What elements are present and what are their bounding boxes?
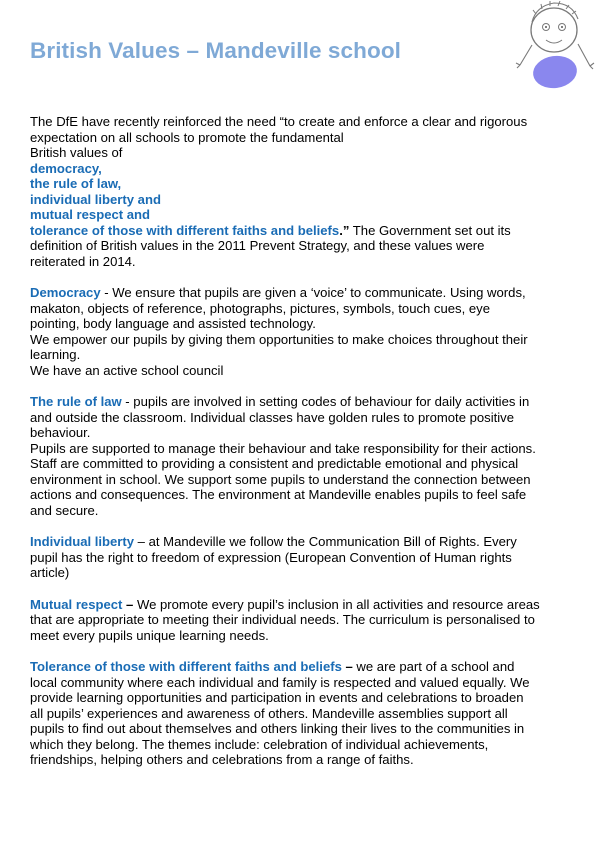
intro-paragraph — [30, 114, 540, 269]
mutual-respect-heading: Mutual respect — [30, 596, 123, 612]
democracy-text: - We ensure that pupils are given a ‘voice’ to communicate. Using words, makaton, objects of reference, photographs, pictures, symbols, touch cues, eye pointing, body language and assisted technology. — [30, 285, 526, 331]
rule-of-law-support: Pupils are supported to manage their behaviour and take responsibility for their actions. Staff are committed to providing a consistent and predictable emotional and physical environment in school. We support some pupils to understand the connection between actions and consequences. The environment at Mandeville enables pupils to feel safe and secure. — [30, 440, 536, 518]
individual-liberty-section — [30, 534, 540, 581]
democracy-section — [30, 285, 540, 332]
democracy-heading: Democracy — [30, 285, 101, 300]
tolerance-heading: Tolerance of those with different faiths and beliefs — [30, 659, 342, 674]
democracy-council: We have an active school council — [30, 362, 224, 378]
value-tolerance: tolerance of those with different faiths and beliefs — [30, 222, 340, 238]
document-body — [30, 114, 540, 768]
value-rule-of-law: the rule of law, — [30, 176, 122, 191]
intro-lead: The DfE have recently reinforced the need “to create and enforce a clear and rigorous expectation on all schools to promote the fundamental — [30, 114, 528, 145]
individual-liberty-text: – at Mandeville we follow the Communication Bill of Rights. Every pupil has the right to freedom of expression (European Convention of Human rights article) — [30, 534, 517, 580]
mutual-respect-text: We promote every pupil’s inclusion in all activities and resource areas that are appropriate to meeting their individual needs. The curriculum is personalised to meet every pupils unique learning needs. — [30, 596, 540, 643]
tolerance-dash: – — [341, 659, 353, 674]
individual-liberty-heading: Individual liberty — [30, 534, 135, 549]
page-title: British Values – Mandeville school — [30, 38, 402, 63]
value-mutual-respect: mutual respect and — [30, 207, 151, 222]
mutual-respect-section — [30, 597, 540, 644]
child-drawing-logo — [508, 0, 598, 92]
democracy-choices: We empower our pupils by giving them opportunities to make choices throughout their learning. — [30, 331, 528, 362]
tolerance-section — [30, 659, 540, 768]
intro-tail: The Government set out its definition of British values in the 2011 Prevent Strategy, and these values were reiterated in 2014. — [30, 222, 511, 269]
rule-of-law-section — [30, 394, 540, 441]
quote-end: .” — [339, 222, 350, 238]
rule-of-law-text: - pupils are involved in setting codes of behaviour for daily activities in and outside the classroom. Individual classes have golden rules to promote positive behaviour. — [30, 394, 530, 440]
rule-of-law-heading: The rule of law — [30, 394, 122, 409]
value-democracy: democracy, — [30, 160, 102, 176]
mutual-respect-dash: – — [122, 596, 134, 612]
values-label: British values of — [30, 145, 123, 160]
tolerance-text: we are part of a school and local community where each individual and family is respected and valued equally. We provide learning opportunities and participation in events and celebrations to broaden all pupils’ experiences and awareness of others. Mandeville assemblies support all pupils to find out about themselves and others linking their lives to the communities in which they belong. The themes include: celebration of individual achievements, friendships, helping others and celebrations from a range of faiths. — [30, 659, 530, 767]
value-individual-liberty: individual liberty and — [30, 191, 161, 207]
